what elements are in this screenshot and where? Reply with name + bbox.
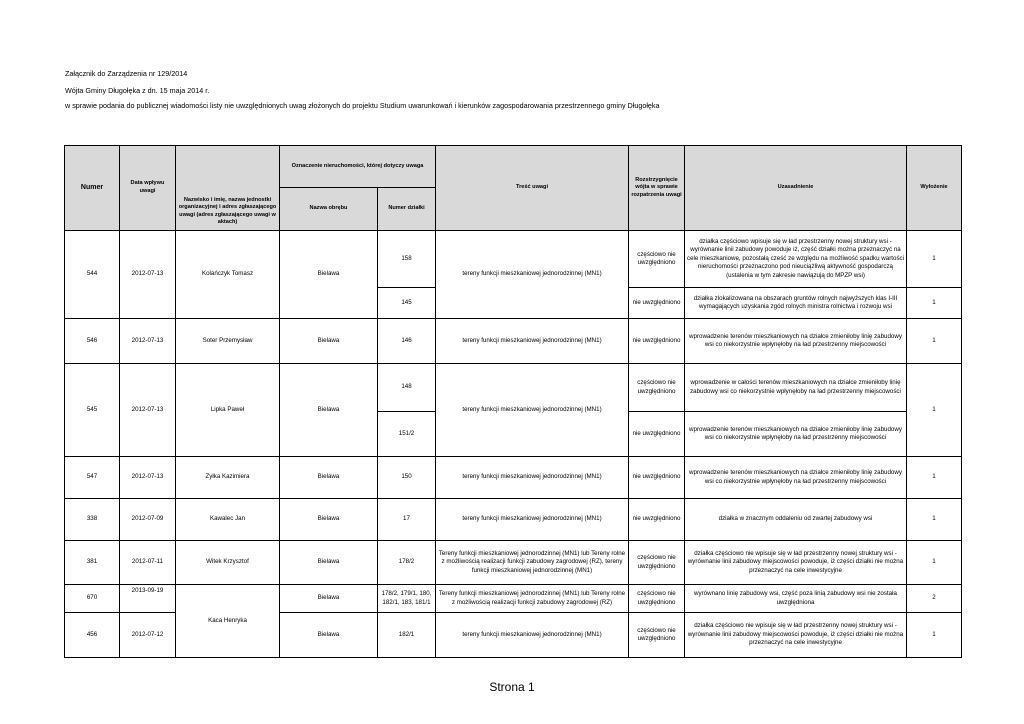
cell-uzasadnienie: działka w znacznym oddaleniu od zwartej zabudowy wsi <box>685 499 907 541</box>
cell-rozstrzygniecie: częściowo nie uwzględniono <box>629 364 685 412</box>
cell-nazwisko: Zyłka Kazimiera <box>176 457 280 499</box>
cell-numer: 456 <box>65 613 120 658</box>
cell-dzialka: 151/2 <box>378 412 436 457</box>
cell-tresc: Tereny funkcji mieszkaniowej jednorodzinnej (MN1) lub Tereny rolne z możliwością realizacji funkcji zabudowy zagrodowej (RZ), tereny funkcji mieszkaniowej jednorodzinnej (MN1) <box>436 541 629 585</box>
annex-subject: w sprawie podania do publicznej wiadomości listy nie uwzględnionych uwag złożonych do projektu Studium uwarunkowań i kierunków zagospodarowania przestrzennego gminy Długołęka <box>65 101 660 110</box>
cell-uzasadnienie: wprowadzenie terenów mieszkaniowych na działce zmieniłoby linię zabudowy wsi co niekorzystnie wpłynęłoby na ład przestrzenny miejscowości <box>685 457 907 499</box>
cell-wylozenie: 1 <box>907 231 962 288</box>
cell-uzasadnienie: wprowadzenie terenów mieszkaniowych na działce zmieniłoby linię zabudowy wsi co niekorzystnie wpłynęłoby na ład przestrzenny miejscowości <box>685 412 907 457</box>
cell-dzialka: 17 <box>378 499 436 541</box>
cell-wylozenie: 1 <box>907 613 962 658</box>
cell-nazwisko: Witek Krzysztof <box>176 541 280 585</box>
cell-rozstrzygniecie: częściowo nie uwzględniono <box>629 541 685 585</box>
cell-nazwisko: Kolańczyk Tomasz <box>176 231 280 319</box>
cell-dzialka: 145 <box>378 288 436 319</box>
table-row <box>65 319 962 364</box>
cell-uzasadnienie: wyrównano linię zabudowy wsi, część poza linią zabudowy wsi nie została uwzględniona <box>685 585 907 613</box>
cell-uzasadnienie: działka częściowo nie wpisuje się w ład przestrzenny nowej struktury wsi - wyrównanie linii zabudowy miejscowości powoduje, iż części działki nie można przeznaczyć na cele inwestycyjne <box>685 541 907 585</box>
cell-rozstrzygniecie: nie uwzględniono <box>629 457 685 499</box>
cell-dzialka: 182/1 <box>378 613 436 658</box>
cell-uzasadnienie: działka częściowo wpisuje się w ład przestrzenny nowej struktury wsi - wyrównanie linii zabudowy powoduje iż, część działki można przeznaczyć na cele mieszkaniowe, pozostałą cześć ze względu na możliwość spadku wartości nieruchomości przeznaczono pod nieuciążliwą aktywność gospodarczą (ustalenia w tym zakresie nawiązują do MPZP wsi) <box>685 231 907 288</box>
cell-dzialka: 178/2 <box>378 541 436 585</box>
cell-data: 2012-07-09 <box>120 499 176 541</box>
cell-tresc: tereny funkcji mieszkaniowej jednorodzinnej (MN1) <box>436 613 629 658</box>
cell-uzasadnienie: działka zlokalizowana na obszarach gruntów rolnych najwyższych klas I-III wymagających uzyskania zgód rolnych ministra rolnictwa i rozwoju wsi <box>685 288 907 319</box>
cell-nazwisko: Lipka Paweł <box>176 364 280 457</box>
header-uzasadnienie: Uzasadnienie <box>685 146 907 231</box>
header-rozstrzygniecie: Rozstrzygnięcie wójta w sprawie rozpatrzenia uwagi <box>629 146 685 231</box>
header-nazwisko: Nazwisko i imię, nazwa jednostki organizacyjnej i adres zgłaszającego uwagi (adres zgłaszającego uwagi w aktach) <box>176 146 280 231</box>
cell-rozstrzygniecie: częściowo nie uwzględniono <box>629 231 685 288</box>
annex-title: Załącznik do Zarządzenia nr 129/2014 <box>65 69 188 78</box>
header-obreb: Nazwa obrębu <box>280 188 378 231</box>
cell-uzasadnienie: wprowadzenie w całości terenów mieszkaniowych na działce zmieniłoby linię zabudowy wsi co niekorzystnie wpłynęłoby na ład przestrzenny miejscowości <box>685 364 907 412</box>
cell-wylozenie: 1 <box>907 499 962 541</box>
cell-wylozenie: 2 <box>907 585 962 613</box>
cell-dzialka: 158 <box>378 231 436 288</box>
cell-wylozenie: 1 <box>907 319 962 364</box>
cell-rozstrzygniecie: nie uwzględniono <box>629 288 685 319</box>
cell-obreb: Bielawa <box>280 319 378 364</box>
cell-rozstrzygniecie: nie uwzględniono <box>629 499 685 541</box>
table-row <box>65 457 962 499</box>
header-data: Data wpływu uwagi <box>120 146 176 231</box>
cell-numer: 338 <box>65 499 120 541</box>
comments-table <box>64 145 962 658</box>
cell-dzialka: 148 <box>378 364 436 412</box>
cell-tresc: tereny funkcji mieszkaniowej jednorodzinnej (MN1) <box>436 364 629 457</box>
cell-data: 2012-07-13 <box>120 457 176 499</box>
cell-tresc: tereny funkcji mieszkaniowej jednorodzinnej (MN1) <box>436 319 629 364</box>
header-wylozenie: Wyłożenie <box>907 146 962 231</box>
cell-obreb: Bielawa <box>280 613 378 658</box>
cell-numer: 547 <box>65 457 120 499</box>
header-tresc: Treść uwagi <box>436 146 629 231</box>
cell-tresc: tereny funkcji mieszkaniowej jednorodzinnej (MN1) <box>436 457 629 499</box>
table-row <box>65 541 962 585</box>
cell-dzialka: 146 <box>378 319 436 364</box>
table-row <box>65 231 962 288</box>
cell-numer: 670 <box>65 585 120 613</box>
cell-nazwisko: Kawalec Jan <box>176 499 280 541</box>
cell-nazwisko: Soter Przemysław <box>176 319 280 364</box>
cell-rozstrzygniecie: częściowo nie uwzględniono <box>629 585 685 613</box>
cell-tresc: tereny funkcji mieszkaniowej jednorodzinnej (MN1) <box>436 499 629 541</box>
cell-obreb: Bielawa <box>280 585 378 613</box>
cell-wylozenie: 1 <box>907 364 962 457</box>
cell-uzasadnienie: wprowadzenie terenów mieszkaniowych na działce zmieniłoby linię zabudowy wsi co niekorzystnie wpłynęłoby na ład przestrzenny miejscowości <box>685 319 907 364</box>
cell-wylozenie: 1 <box>907 288 962 319</box>
cell-dzialka: 178/2, 179/1, 180, 182/1, 183, 181/1 <box>378 585 436 613</box>
cell-data: 2012-07-12 <box>120 613 176 658</box>
cell-obreb: Bielawa <box>280 231 378 319</box>
cell-rozstrzygniecie: częściowo nie uwzględniono <box>629 613 685 658</box>
cell-obreb: Bielawa <box>280 364 378 457</box>
cell-obreb: Bielawa <box>280 541 378 585</box>
cell-rozstrzygniecie: nie uwzględniono <box>629 412 685 457</box>
cell-tresc: Tereny funkcji mieszkaniowej jednorodzinnej (MN1) lub Tereny rolne z możliwością realizacji funkcji zabudowy zagrodowej (RZ) <box>436 585 629 613</box>
cell-uzasadnienie: działka częściowo nie wpisuje się w ład przestrzenny nowej struktury wsi - wyrównanie linii zabudowy miejscowości powoduje, iż części działki nie można przeznaczyć na cele inwestycyjne <box>685 613 907 658</box>
cell-tresc: tereny funkcji mieszkaniowej jednorodzinnej (MN1) <box>436 231 629 319</box>
cell-data: 2012-07-13 <box>120 319 176 364</box>
cell-obreb: Bielawa <box>280 457 378 499</box>
table-row <box>65 499 962 541</box>
cell-numer: 381 <box>65 541 120 585</box>
header-oznaczenie: Oznaczenie nieruchomości, której dotyczy uwaga <box>280 146 436 188</box>
annex-issuer: Wójta Gminy Długołęka z dn. 15 maja 2014 r. <box>65 86 210 95</box>
cell-wylozenie: 1 <box>907 457 962 499</box>
cell-rozstrzygniecie: nie uwzględniono <box>629 319 685 364</box>
cell-data: 2012-07-13 <box>120 231 176 319</box>
cell-obreb: Bielawa <box>280 499 378 541</box>
cell-numer: 546 <box>65 319 120 364</box>
header-numer: Numer <box>65 146 120 231</box>
cell-numer: 545 <box>65 364 120 457</box>
cell-numer: 544 <box>65 231 120 319</box>
cell-data: 2013-09-19 <box>120 585 176 613</box>
page-number: Strona 1 <box>489 680 535 694</box>
header-dzialka: Numer działki <box>378 188 436 231</box>
cell-dzialka: 150 <box>378 457 436 499</box>
cell-data: 2012-07-13 <box>120 364 176 457</box>
cell-nazwisko: Kaca Henryka <box>176 585 280 658</box>
table-row <box>65 364 962 412</box>
table-row <box>65 585 962 613</box>
cell-data: 2012-07-11 <box>120 541 176 585</box>
cell-wylozenie: 1 <box>907 541 962 585</box>
